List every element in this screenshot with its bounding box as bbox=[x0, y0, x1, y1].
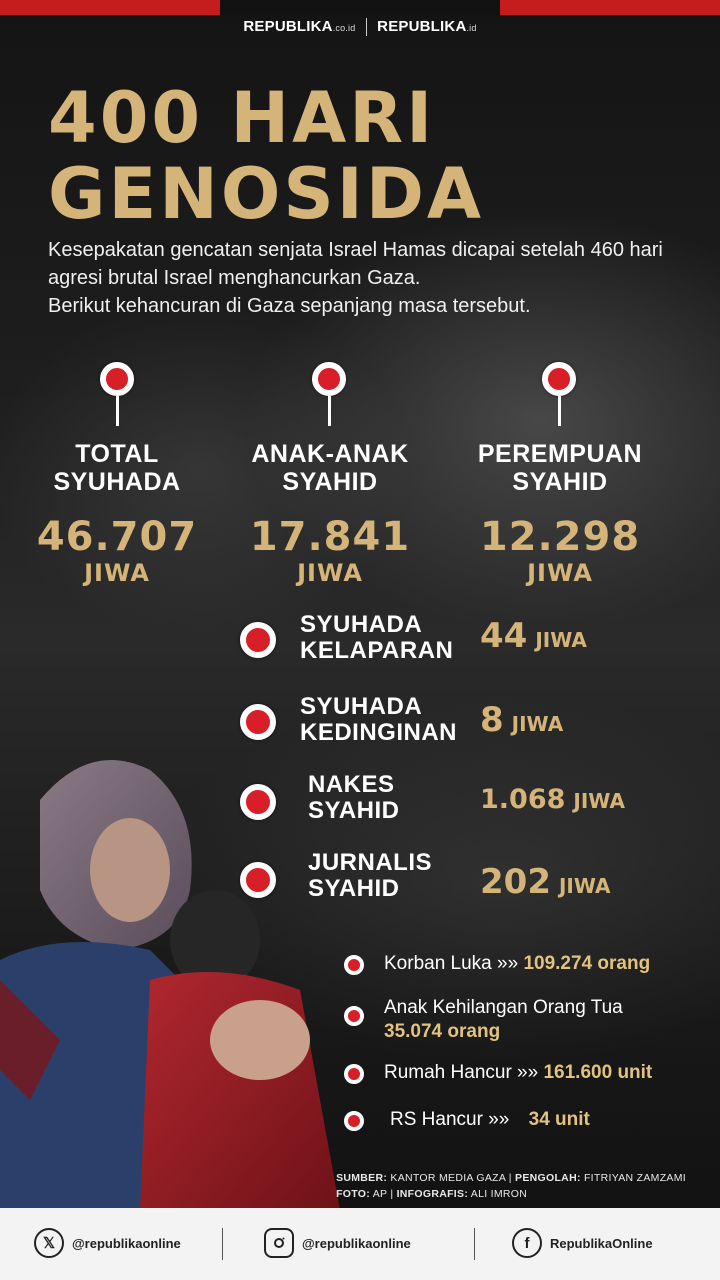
stat-unit: JIWA bbox=[84, 559, 150, 587]
bullet-icon bbox=[344, 1111, 364, 1131]
stat-value: 12.298 bbox=[479, 514, 641, 560]
stat-label: PEREMPUAN bbox=[477, 440, 643, 468]
row-stat-kelaparan-label: SYUHADA KELAPARAN bbox=[300, 611, 454, 664]
hand bbox=[210, 1000, 310, 1080]
small-stat-anak-kehilangan: Anak Kehilangan Orang Tua 35.074 orang bbox=[384, 997, 623, 1042]
stat-label: TOTAL bbox=[75, 440, 159, 468]
stat-label: SYAHID bbox=[512, 468, 608, 496]
stat-value: 17.841 bbox=[249, 514, 411, 560]
bullet-icon bbox=[240, 704, 276, 740]
pin-stem bbox=[328, 396, 331, 426]
stat-perempuan-syahid bbox=[460, 440, 660, 586]
bullet-icon bbox=[240, 784, 276, 820]
title-line-1: 400 HARI bbox=[48, 77, 436, 159]
stat-total-syuhada bbox=[17, 440, 217, 586]
stat-unit: JIWA bbox=[297, 559, 363, 587]
small-stat-rumah-hancur: Rumah Hancur »» 161.600 unit bbox=[384, 1062, 653, 1083]
pin-stem bbox=[558, 396, 561, 426]
logo-divider bbox=[366, 18, 367, 36]
title-line-2: GENOSIDA bbox=[48, 153, 485, 235]
map-pin-icon bbox=[312, 362, 346, 396]
footer-divider bbox=[474, 1228, 475, 1260]
x-icon: 𝕏 bbox=[34, 1228, 64, 1258]
footer-x-link[interactable]: 𝕏 @republikaonline bbox=[34, 1226, 181, 1260]
row-stat-kedinginan-label: SYUHADA KEDINGINAN bbox=[300, 693, 458, 746]
intro-line-3: Berikut kehancuran di Gaza sepanjang masa tersebut. bbox=[48, 295, 531, 317]
intro-line-1: Kesepakatan gencatan senjata Israel Hamas dicapai setelah 460 hari bbox=[48, 239, 663, 261]
pin-stem bbox=[116, 396, 119, 426]
row-stat-nakes-value: 1.068 JIWA bbox=[480, 784, 625, 815]
stat-label: SYUHADA bbox=[53, 468, 181, 496]
stat-anak-anak-syahid bbox=[230, 440, 430, 586]
row-stat-kelaparan-value: 44 JIWA bbox=[480, 616, 587, 656]
instagram-glyph bbox=[271, 1235, 287, 1251]
page-title bbox=[48, 77, 485, 235]
source-credits: SUMBER: KANTOR MEDIA GAZA | PENGOLAH: FITRIYAN ZAMZAMI FOTO: AP | INFOGRAFIS: ALI IMRON bbox=[336, 1172, 686, 1200]
top-bar-logo-gap bbox=[220, 0, 500, 15]
row-stat-jurnalis-label: JURNALIS SYAHID bbox=[308, 849, 433, 902]
footer-facebook-link[interactable]: f RepublikaOnline bbox=[512, 1226, 653, 1260]
bullet-icon bbox=[344, 1006, 364, 1026]
bullet-icon bbox=[344, 1064, 364, 1084]
footer-instagram-link[interactable]: @republikaonline bbox=[264, 1226, 411, 1260]
intro-text bbox=[48, 236, 708, 320]
facebook-icon: f bbox=[512, 1228, 542, 1258]
instagram-icon bbox=[264, 1228, 294, 1258]
logo-republika-co-id[interactable]: REPUBLIKA.co.id bbox=[243, 18, 356, 35]
woman-face bbox=[90, 818, 170, 922]
map-pin-icon bbox=[100, 362, 134, 396]
stat-value: 46.707 bbox=[36, 514, 198, 560]
logo-republika-id[interactable]: REPUBLIKA.id bbox=[377, 18, 477, 35]
small-stat-rs-hancur: RS Hancur »» 34 unit bbox=[390, 1109, 590, 1130]
photo-mother-child bbox=[0, 740, 340, 1210]
bullet-icon bbox=[344, 955, 364, 975]
footer-divider bbox=[222, 1228, 223, 1260]
row-stat-jurnalis-value: 202 JIWA bbox=[480, 862, 611, 902]
intro-line-2: agresi brutal Israel menghancurkan Gaza. bbox=[48, 267, 421, 289]
bullet-icon bbox=[240, 862, 276, 898]
bullet-icon bbox=[240, 622, 276, 658]
header-logos bbox=[0, 18, 720, 36]
stat-unit: JIWA bbox=[527, 559, 593, 587]
row-stat-nakes-label: NAKES SYAHID bbox=[308, 771, 400, 824]
small-stat-korban-luka: Korban Luka »» 109.274 orang bbox=[384, 953, 651, 974]
stat-label: ANAK-ANAK bbox=[251, 440, 409, 468]
stat-label: SYAHID bbox=[282, 468, 378, 496]
row-stat-kedinginan-value: 8 JIWA bbox=[480, 700, 564, 740]
map-pin-icon bbox=[542, 362, 576, 396]
